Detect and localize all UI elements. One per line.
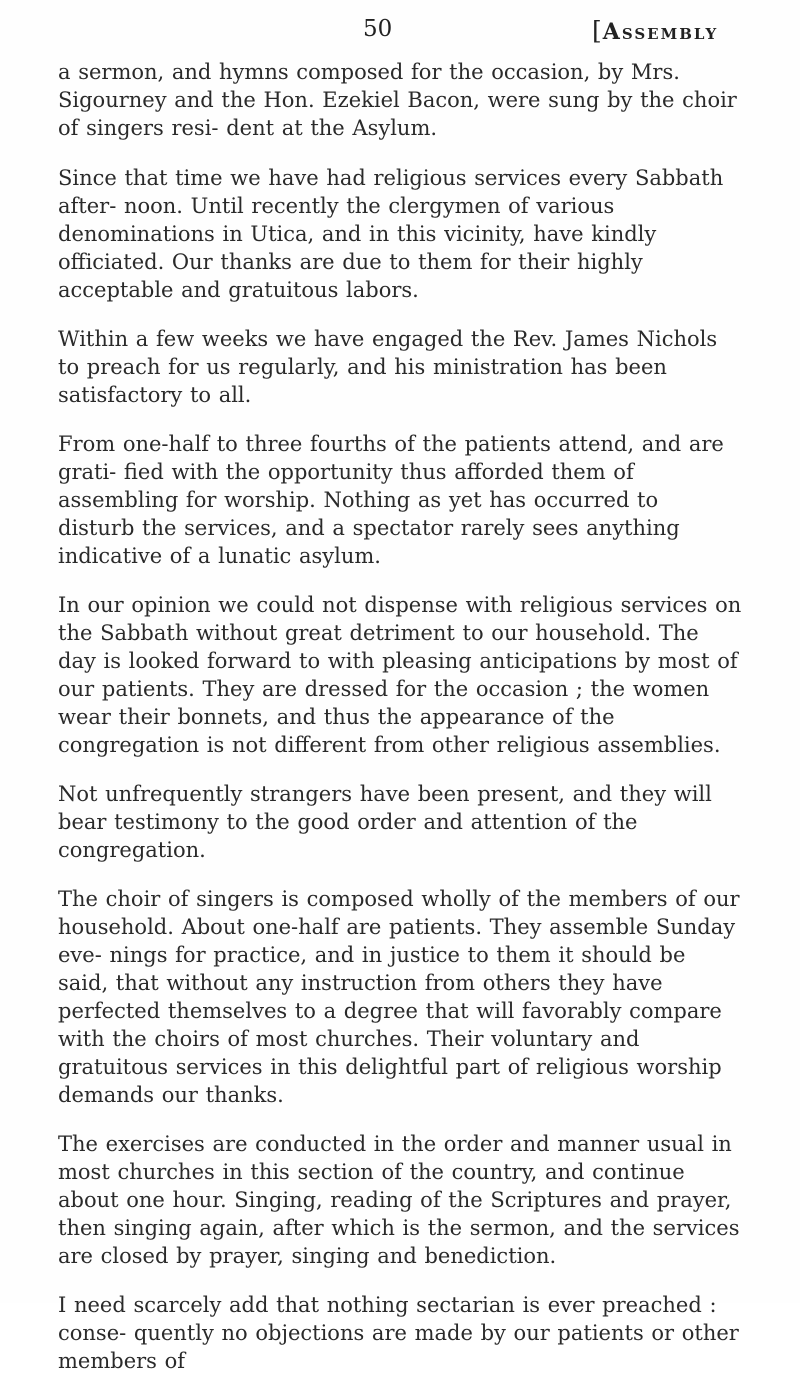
paragraph: In our opinion we could not dispense with religious services on the Sabbath without great detriment to our household. The day is looked forward to with pleasing anticipations by most of our patients. They are dressed for the occasion ; the women wear their bonnets, and thus the appearance of the congregation is not different from other religious assemblies. [58, 593, 742, 757]
page-number: 50 [363, 16, 393, 42]
paragraph: Within a few weeks we have engaged the Rev. James Nichols to preach for us regularly, and his ministration has been satisfactory to all. [58, 327, 718, 407]
paragraph: From one-half to three fourths of the patients attend, and are grati- fied with the opportunity thus afforded them of assembling for worship. Nothing as yet has occurred to disturb the services, and a spectator rarely sees anything indicative of a lunatic asylum. [58, 432, 724, 568]
paragraph: The choir of singers is composed wholly of the members of our household. About one-half are patients. They assemble Sunday eve- nings for practice, and in justice to them it should be said, that without any instruction from others they have perfected themselves to a degree that will favorably compare with the choirs of most churches. Their voluntary and gratuitous services in this delightful part of religious worship demands our thanks. [58, 887, 740, 1107]
paragraph: Not unfrequently strangers have been present, and they will bear testimony to the good order and attention of the congregation. [58, 782, 712, 862]
paragraph: The exercises are conducted in the order and manner usual in most churches in this section of the country, and continue about one hour. Singing, reading of the Scriptures and prayer, then singing again, after which is the sermon, and the services are closed by prayer, singing and benediction. [58, 1132, 740, 1268]
body-text [58, 58, 742, 1396]
paragraph: Since that time we have had religious services every Sabbath after- noon. Until recently the clergymen of various denominations in Utica, and in this vicinity, have kindly officiated. Our thanks are due to them for their highly acceptable and gratuitous labors. [58, 166, 724, 302]
page-header [0, 12, 800, 46]
running-head-bracket: [ [592, 16, 603, 45]
paragraph: a sermon, and hymns composed for the occasion, by Mrs. Sigourney and the Hon. Ezekiel Bacon, were sung by the choir of singers resi- dent at the Asylum. [58, 60, 737, 140]
running-head-title: Assembly [602, 19, 719, 45]
paragraph: I need scarcely add that nothing sectarian is ever preached : conse- quently no objections are made by our patients or other members of [58, 1293, 739, 1373]
running-head [592, 16, 718, 45]
